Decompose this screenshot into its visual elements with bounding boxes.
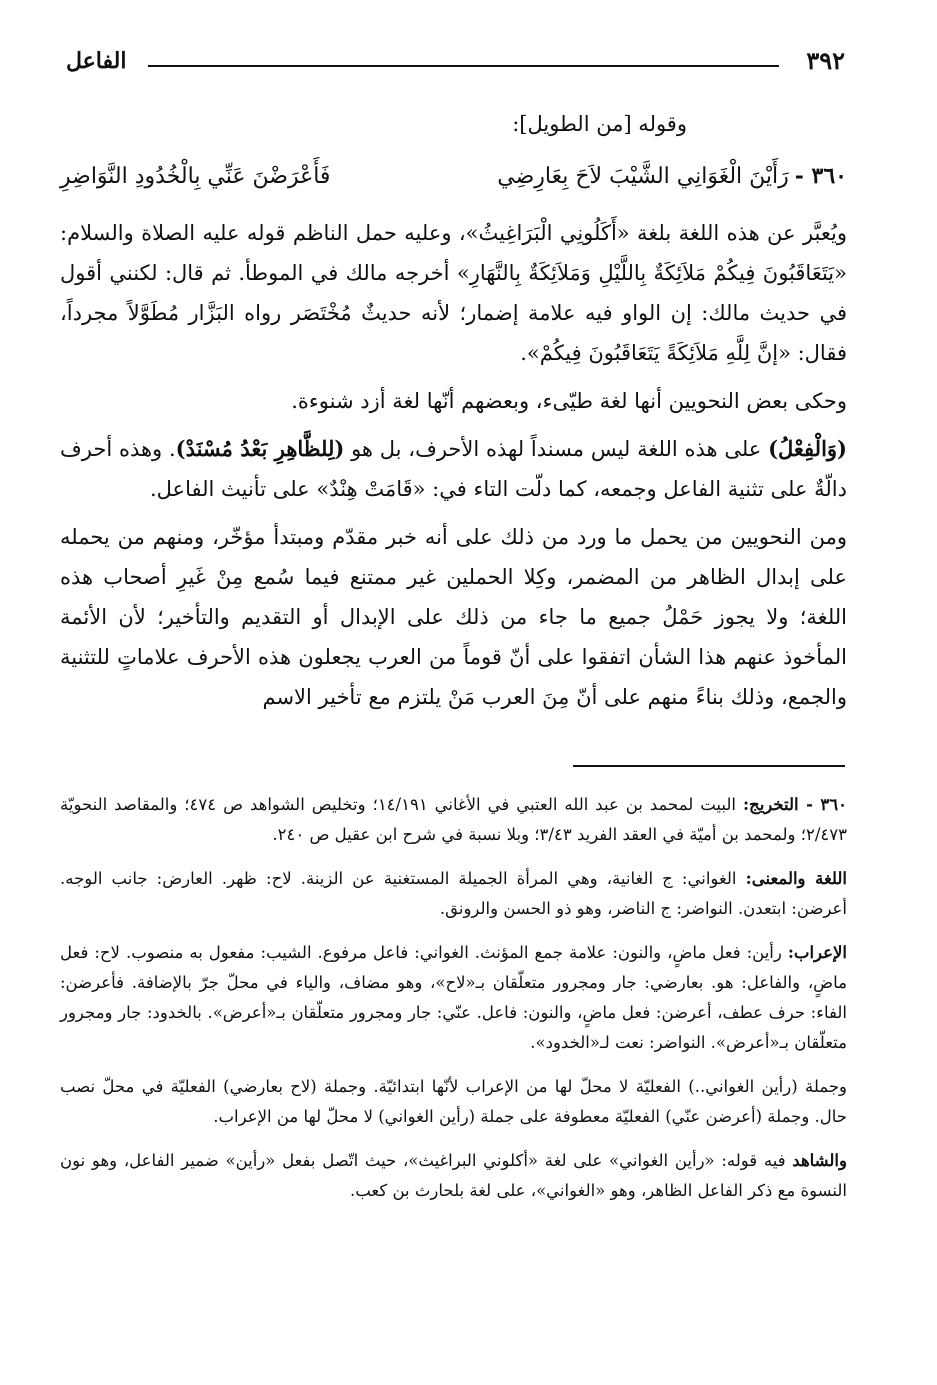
note-lugha-text: الغواني: ج الغانية، وهي المرأة الجميلة المستغنية عن الزينة. لاح: ظهر. العارض: جانب الوجه. أعرضن: ابتعدن. النواضر: ج الناضر، وهو ذو الحسن والرونق.: [60, 869, 847, 918]
note-shahid-label: والشاهد: [792, 1151, 847, 1170]
matn-quote-1: (وَالْفِعْلُ): [768, 436, 847, 461]
paragraph-3-mid: على هذه اللغة ليس مسنداً لهذه الأحرف، بل هو: [344, 437, 769, 461]
paragraph-2: وحكى بعض النحويين أنها لغة طيّىء، وبعضهم أنّها لغة أزد شنوءة.: [291, 389, 847, 413]
header-rule: [148, 65, 779, 67]
page-header: [66, 44, 845, 78]
verse-first-hemistich: [497, 156, 847, 197]
verse-intro: وقوله [من الطويل]:: [512, 112, 687, 136]
footnotes: [60, 790, 847, 1220]
note-shahid: [60, 1146, 847, 1206]
paragraph-1: ويُعبَّر عن هذه اللغة بلغة «أَكَلُونِي الْبَرَاغِيثُ»، وعليه حمل الناظم قوله عليه الصلاة والسلام: «يَتَعَاقَبُونَ فِيكُمْ مَلاَئِكَةٌ بِاللَّيْلِ وَمَلاَئِكَةٌ بِالنَّهَارِ» أخرجه مالك في الموطأ. ثم قال: لكنني أقول في حديث مالك: إن الواو فيه علامة إضمار؛ لأنه حديثٌ مُخْتَصَر رواه البَزَّار مُطَوَّلاً مجرداً، فقال: «إنَّ لِلَّهِ مَلاَئِكَةً يَتَعَاقَبُونَ فِيكُمْ».: [60, 221, 847, 365]
verse-second-hemistich: فَأَعْرَضْنَ عَنِّي بِالْخُدُودِ النَّوَاضِرِ: [60, 164, 331, 189]
note-irab: [60, 938, 847, 1058]
poetry-verse: [60, 156, 847, 197]
note-lugha-label: اللغة والمعنى:: [745, 869, 848, 888]
note-irab-text: رأين: فعل ماضٍ، والنون: علامة جمع المؤنث. الغواني: فاعل مرفوع. الشيب: مفعول به منصوب. لاح: فعل ماضٍ، والفاعل: هو. بعارضي: جار ومجرور متعلّقان بـ«لاح»، وهو مضاف، والياء في محلّ جرّ بالإضافة. فأعرضن: الفاء: حرف عطف، أعرضن: فعل ماضٍ، والنون: فاعل. عنّي: جار ومجرور متعلّقان بـ«أعرض». بالخدود: جار ومجرور متعلّقان بـ«أعرض». النواضر: نعت لـ«الخدود».: [60, 943, 847, 1052]
note-shahid-text: فيه قوله: «رأين الغواني» على لغة «أكلوني البراغيث»، حيث اتّصل بفعل «رأين» ضمير الفاعل، وهو نون النسوة مع ذكر الفاعل الظاهر، وهو «الغواني»، على لغة بلحارث بن كعب.: [60, 1151, 847, 1200]
footnote-divider: [573, 765, 845, 767]
paragraph-3: [60, 429, 847, 509]
main-text: [60, 104, 847, 725]
note-lugha: [60, 864, 847, 924]
verse-number: ٣٦٠ -: [794, 163, 847, 189]
note-takhrij-text: البيت لمحمد بن عبد الله العتبي في الأغاني ١٤/١٩١؛ وتخليص الشواهد ص ٤٧٤؛ والمقاصد النحويّة ٢/٤٧٣؛ ولمحمد بن أميّة في العقد الفريد ٣/٤٣؛ وبلا نسبة في شرح ابن عقيل ص ٢٤٠.: [60, 795, 847, 844]
note-takhrij-label: ٣٦٠ - التخريج:: [742, 795, 847, 814]
running-title: الفاعل: [66, 48, 127, 74]
note-irab-label: الإعراب:: [787, 943, 847, 962]
note-jumla: وجملة (رأين الغواني..) الفعليّة لا محلّ لها من الإعراب لأنّها ابتدائيّة. وجملة (لاح بعارضي) الفعليّة في محلّ نصب حال. وجملة (أعرضن عنّي) الفعليّة معطوفة على جملة (رأين الغواني) لا محلّ لها من الإعراب.: [60, 1077, 847, 1126]
paragraph-3-rest: . وهذه أحرف دالّةٌ على تثنية الفاعل وجمعه، كما دلّت التاء في: «قَامَتْ هِنْدٌ» على تأنيث الفاعل.: [60, 437, 847, 501]
paragraph-4: ومن النحويين من يحمل ما ورد من ذلك على أنه خبر مقدّم ومبتدأ مؤخّر، ومنهم من يحمله على إبدال الظاهر من المضمر، وكِلا الحملين غير ممتنع فيما سُمع مِنْ غَيرِ أصحاب هذه اللغة؛ ولا يجوز حَمْلُ جميع ما جاء من ذلك على الإبدال أو التقديم والتأخير؛ لأن الأئمة المأخوذ عنهم هذا الشأن اتفقوا على أنّ قوماً من العرب يجعلون هذه الأحرف علاماتٍ للتثنية والجمع، وذلك بناءً منهم على أنّ مِنَ العرب مَنْ يلتزم مع تأخير الاسم: [60, 525, 847, 709]
page-number: ٣٩٢: [806, 46, 845, 75]
verse-first-hemistich-text: رَأَيْنَ الْغَوَانِي الشَّيْبَ لاَحَ بِعَارِضِي: [497, 164, 789, 189]
matn-quote-2: (لِلظَّاهِرِ بَعْدُ مُسْنَدْ): [175, 436, 345, 461]
note-takhrij: [60, 790, 847, 850]
